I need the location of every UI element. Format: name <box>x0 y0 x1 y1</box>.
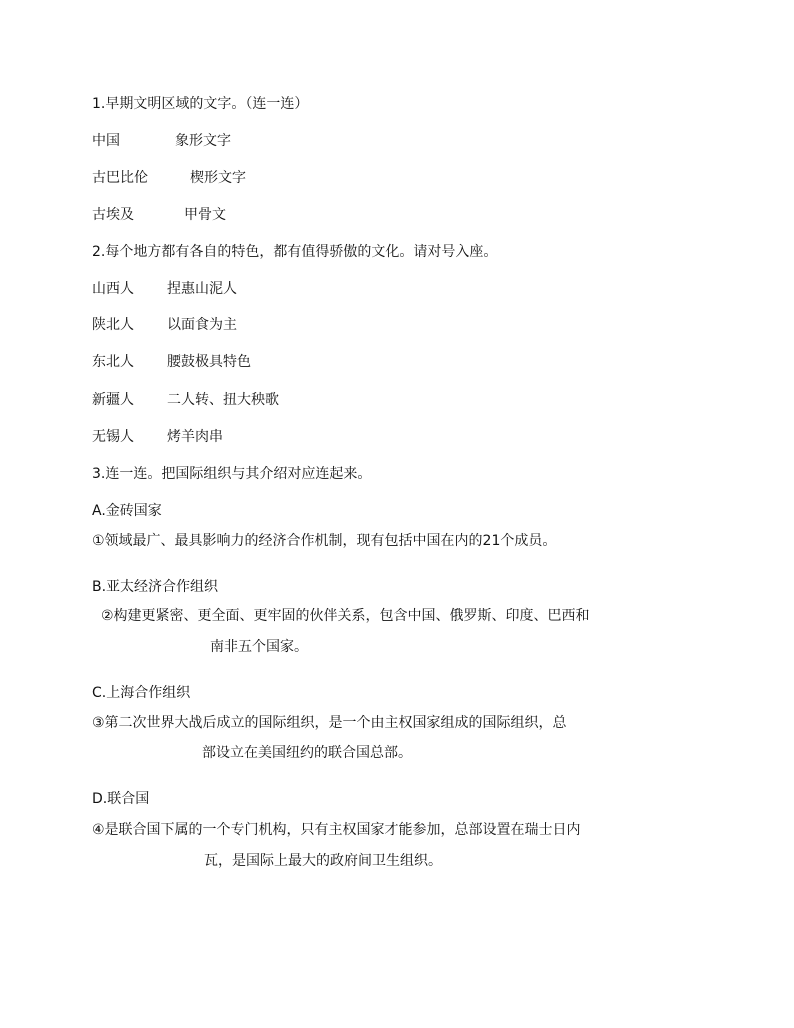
q2-row-left: 山西人 <box>92 281 134 297</box>
q3-org-desc-cont: 瓦，是国际上最大的政府间卫生组织。 <box>204 853 442 869</box>
q2-row-right: 二人转、扭大秧歌 <box>167 392 279 408</box>
q3-org-label: B.亚太经济合作组织 <box>92 579 219 595</box>
q3-org-desc: ①领域最广、最具影响力的经济合作机制，现有包括中国在内的21个成员。 <box>92 533 557 549</box>
q3-org-desc: ④是联合国下属的一个专门机构，只有主权国家才能参加，总部设置在瑞士日内 <box>92 822 581 838</box>
q3-org-label: A.金砖国家 <box>92 503 162 519</box>
q2-row-right: 烤羊肉串 <box>167 429 223 445</box>
q3-org-desc: ②构建更紧密、更全面、更牢固的伙伴关系，包含中国、俄罗斯、印度、巴西和 <box>101 608 590 624</box>
q3-org-desc: ③第二次世界大战后成立的国际组织，是一个由主权国家组成的国际组织，总 <box>92 715 567 731</box>
q1-row-right: 象形文字 <box>175 133 231 149</box>
q1-row-right: 楔形文字 <box>190 170 246 186</box>
q2-row-left: 陕北人 <box>92 317 134 333</box>
q1-row-left: 古巴比伦 <box>92 170 148 186</box>
q3-org-desc-cont: 部设立在美国纽约的联合国总部。 <box>202 745 412 761</box>
q1-row-left: 中国 <box>92 133 120 149</box>
q3-org-desc-cont: 南非五个国家。 <box>210 639 308 655</box>
q1-row-left: 古埃及 <box>92 207 134 223</box>
q1-row-right: 甲骨文 <box>184 207 226 223</box>
q2-row-right: 捏惠山泥人 <box>167 281 237 297</box>
q2-row-right: 腰鼓极具特色 <box>167 354 251 370</box>
q2-row-left: 东北人 <box>92 354 134 370</box>
q3-org-label: D.联合国 <box>92 791 150 807</box>
q3-org-label: C.上海合作组织 <box>92 685 191 701</box>
q3-title: 3.连一连。把国际组织与其介绍对应连起来。 <box>92 466 372 482</box>
q2-title: 2.每个地方都有各自的特色，都有值得骄傲的文化。请对号入座。 <box>92 244 498 260</box>
q2-row-left: 新疆人 <box>92 392 134 408</box>
q1-title: 1.早期文明区域的文字。（连一连） <box>92 96 309 112</box>
q2-row-right: 以面食为主 <box>167 317 237 333</box>
q2-row-left: 无锡人 <box>92 429 134 445</box>
